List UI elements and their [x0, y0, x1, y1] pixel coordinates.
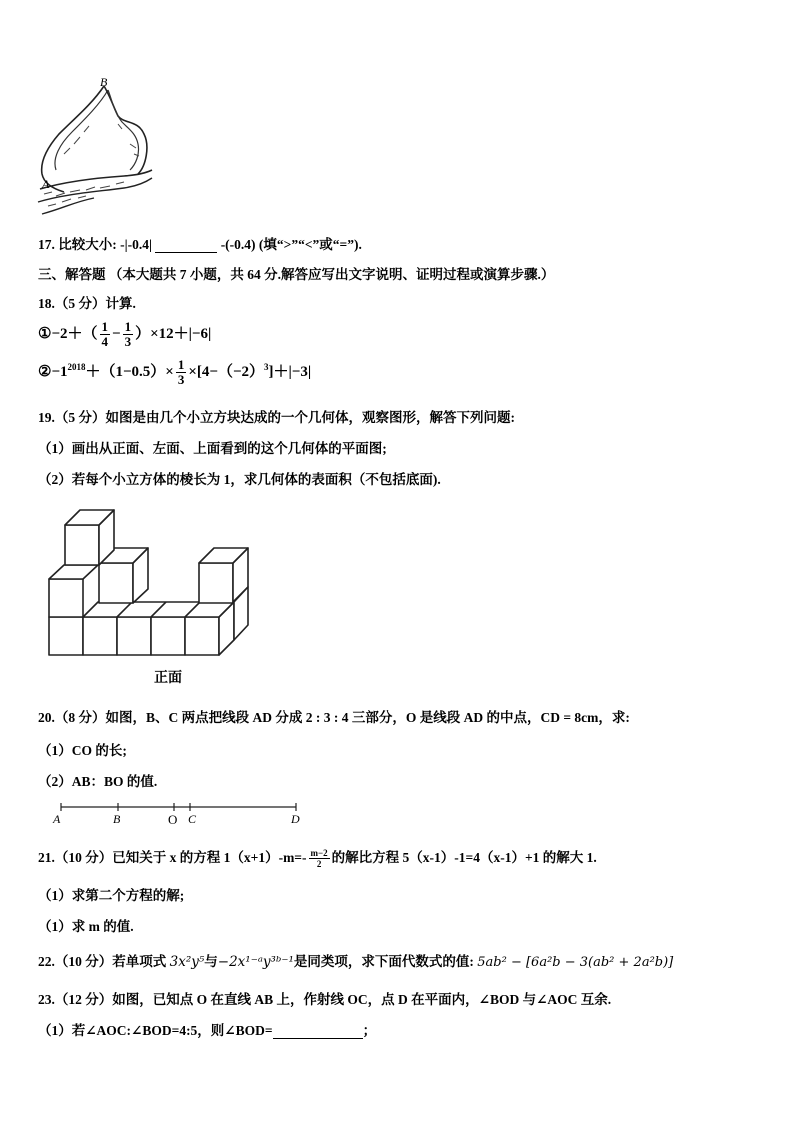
q21-frac: $\frac{m-2}{2}$ [310, 848, 328, 870]
q18-p1-post: ）×12＋|−6| [135, 325, 212, 342]
q23-sub1-text: （1）若∠AOC:∠BOD=4:5，则∠BOD= [38, 1023, 273, 1038]
q18-part2 [38, 358, 311, 387]
section-3-heading: 三、解答题 （本大题共 7 小题，共 64 分.解答应写出文字说明、证明过程或演算步骤.） [38, 267, 555, 282]
q22-head: 22.（10 分）若单项式 [38, 954, 167, 969]
q18-head: 18.（5 分）计算. [38, 296, 136, 311]
q22-and: 与 [204, 954, 218, 969]
q19-head: 19.（5 分）如图是由几个小立方块达成的一个几何体，观察图形，解答下列问题: [38, 410, 515, 425]
q18-p1-minus: − [112, 325, 121, 342]
seg-label-o: O [168, 812, 178, 826]
q20-head: 20.（8 分）如图，B、C 两点把线段 AD 分成 2 : 3 : 4 三部分，O 是线段 AD 的中点，CD = 8cm，求: [38, 710, 630, 725]
q21-head-post: 的解比方程 5（x-1）-1=4（x-1）+1 的解大 1. [331, 850, 597, 865]
q18-p2-exp2: 3 [264, 361, 269, 372]
q17-text: 17. 比较大小: -|-0.4| [38, 237, 152, 252]
seg-label-d: D [291, 812, 300, 826]
q18-p2-mid: ＋（1−0.5）× [85, 363, 174, 380]
label-a: A [42, 177, 50, 191]
q19-sub1: （1）画出从正面、左面、上面看到的这个几何体的平面图; [38, 441, 387, 456]
q18-frac3: $\frac{1}{3}$ [177, 357, 185, 387]
q21-sub1: （1）求第二个方程的解; [38, 888, 185, 903]
q23-blank [273, 1038, 363, 1039]
q18-p2-exp: 2018 [67, 361, 86, 372]
q22-line [38, 950, 673, 970]
q23-sub1-end: ； [362, 1023, 377, 1038]
q19-sub2: （2）若每个小立方体的棱长为 1，求几何体的表面积（不包括底面). [38, 472, 441, 487]
seg-label-c: C [188, 812, 197, 826]
q20-sub2: （2）AB：BO 的值. [38, 774, 158, 789]
seg-label-a: A [53, 812, 61, 826]
seg-label-b: B [113, 812, 121, 826]
q18-part1 [38, 320, 211, 349]
q17-after: -(-0.4) (填“>”“<”或“=”). [220, 237, 362, 252]
q22-expr: 5ab² − [6a²b − 3(ab² + 2a²b)] [477, 955, 674, 970]
q22-mid: 是同类项，求下面代数式的值: [293, 954, 474, 969]
q22-mono1: 3x²y⁵ [169, 954, 205, 970]
q17-blank [155, 252, 217, 253]
segment-figure [48, 798, 308, 826]
q23-sub1 [38, 1019, 376, 1039]
cube-figure [44, 505, 259, 695]
q18-frac1: $\frac{1}{4}$ [101, 319, 108, 349]
q18-p2-pre: ②−1 [38, 363, 68, 380]
label-b: B [100, 75, 108, 89]
q21-head-pre: 21.（10 分）已知关于 x 的方程 1（x+1）-m=- [38, 850, 307, 865]
q18-p2-post: ×[4−（−2） [188, 363, 264, 380]
q18-p1-pre: ①−2＋（ [38, 325, 98, 342]
q18-frac2: $\frac{1}{3}$ [124, 319, 132, 349]
q17 [38, 233, 362, 253]
river-figure [34, 74, 164, 219]
front-label: 正面 [154, 670, 182, 686]
q22-mono2: −2x¹⁻ᵃy³ᵇ⁻¹ [217, 954, 294, 970]
q21-sub2: （1）求 m 的值. [38, 919, 134, 934]
q18-p2-end: ]＋|−3| [268, 363, 312, 380]
q20-sub1: （1）CO 的长; [38, 743, 127, 758]
q23-head: 23.（12 分）如图，已知点 O 在直线 AB 上，作射线 OC，点 D 在平面内，∠BOD 与∠AOC 互余. [38, 992, 612, 1007]
q21-head [38, 846, 597, 869]
